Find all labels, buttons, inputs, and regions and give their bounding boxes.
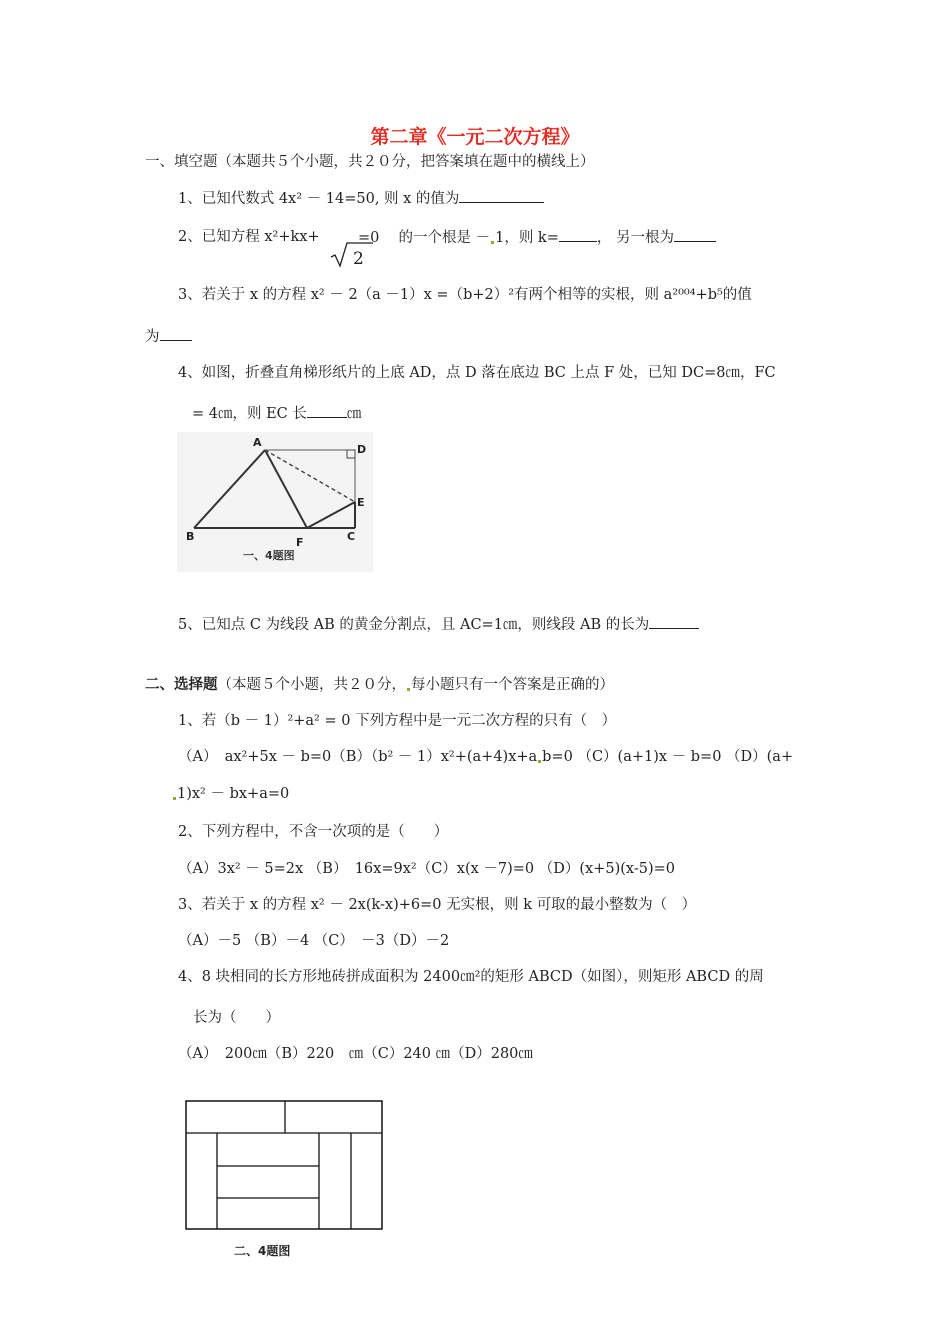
section2-header-rest: （本题５个小题，共２０分， (217, 677, 406, 693)
label-E: E (357, 496, 365, 509)
answer-blank (160, 326, 192, 341)
figure2-caption: 二、4题图 (234, 1244, 291, 1258)
dot-mark (491, 241, 494, 244)
label-C: C (347, 530, 356, 543)
tile-rectangle-figure (183, 1098, 387, 1234)
s1-q2-part2 (358, 227, 716, 248)
dot-mark (173, 797, 176, 800)
s1-q3-line1: 3、若关于 x 的方程 x² － 2（a －1）x =（b+2）²有两个相等的实根，则 a²⁰⁰⁴+b⁵的值 (178, 287, 752, 303)
s1-q3-line2 (145, 326, 192, 347)
label-D: D (357, 443, 367, 456)
s2-q2: 2、下列方程中，不含一次项的是（ ） (178, 824, 449, 840)
section2-header (145, 675, 614, 695)
answer-blank (459, 188, 544, 203)
answer-blank (307, 403, 347, 418)
s2-q1: 1、若（b － 1）²+a² = 0 下列方程中是一元二次方程的只有（ ） (178, 713, 617, 729)
section2-header-rest2: 每小题只有一个答案是正确的） (411, 677, 614, 693)
s2-q4-options: （A） 200㎝（B）220 ㎝（C）240 ㎝（D）280㎝ (178, 1046, 533, 1062)
answer-blank-root (674, 227, 716, 242)
label-F: F (296, 536, 304, 549)
trapezoid-figure (177, 432, 373, 572)
sqrt-radicand: 2 (353, 249, 364, 268)
s1-q1-text: 1、已知代数式 4x² － 14=50, 则 x 的值为 (178, 191, 460, 207)
s2-q4-line1: 4、8 块相同的长方形地砖拼成面积为 2400㎝²的矩形 ABCD（如图），则矩形 ABCD 的周 (178, 969, 764, 985)
figure1-caption: 一、4题图 (243, 549, 295, 562)
s1-q3-text-b: 为 (145, 329, 160, 345)
s1-q4-text-b: = 4㎝，则 EC 长 (192, 406, 307, 422)
label-A: A (253, 436, 262, 449)
s2-q2-options: （A）3x² － 5=2x （B） 16x=9x²（C）x(x －7)=0 （D）(x+5)(x-5)=0 (178, 861, 675, 877)
s2-q4-line2: 长为（ ） (193, 1010, 280, 1026)
s2-q3-options: （A）－5 （B）－4 （C） －3（D）－2 (178, 933, 450, 949)
s1-q5 (178, 614, 699, 635)
dot-mark (407, 688, 410, 691)
answer-blank-k (559, 227, 597, 242)
s2-q3: 3、若关于 x 的方程 x² － 2x(k-x)+6=0 无实根，则 k 可取的最小整数为（ ） (178, 897, 697, 913)
s1-q2-text-d: ， 另一根为 (596, 230, 674, 246)
s1-q1 (178, 188, 544, 209)
s1-q4-line1: 4、如图，折叠直角梯形纸片的上底 AD，点 D 落在底边 BC 上点 F 处，已知 DC=8㎝，FC (178, 365, 776, 381)
s1-q2-text-c: 1，则 k= (495, 230, 559, 246)
s1-q2-part1: 2、已知方程 x²+kx+ (178, 229, 320, 245)
s1-q2-text-b: =0 的一个根是 － (358, 230, 491, 246)
s1-q4-line2 (192, 403, 361, 424)
page-title: 第二章《一元二次方程》 (370, 126, 580, 148)
s2-q1-opts-b: b=0 （C）(a+1)x － b=0 （D）(a+ (542, 749, 794, 765)
s2-q1-opts-c: 1)x² － bx+a=0 (177, 786, 290, 802)
s1-q4-unit: ㎝ (346, 406, 362, 422)
s2-q1-opts-a: （A） ax²+5x － b=0（B）（b² － 1）x²+(a+4)x+a (178, 749, 538, 765)
answer-blank (649, 614, 699, 629)
s2-q1-options-line2 (172, 784, 289, 804)
dot-mark (538, 760, 541, 763)
section2-header-bold: 二、选择题 (145, 677, 218, 693)
section1-header: 一、填空题（本题共５个小题，共２０分，把答案填在题中的横线上） (145, 154, 595, 170)
s2-q1-options-line1 (178, 747, 793, 767)
s1-q5-text: 5、已知点 C 为线段 AB 的黄金分割点，且 AC=1㎝，则线段 AB 的长为 (178, 617, 650, 633)
label-B: B (186, 530, 195, 543)
